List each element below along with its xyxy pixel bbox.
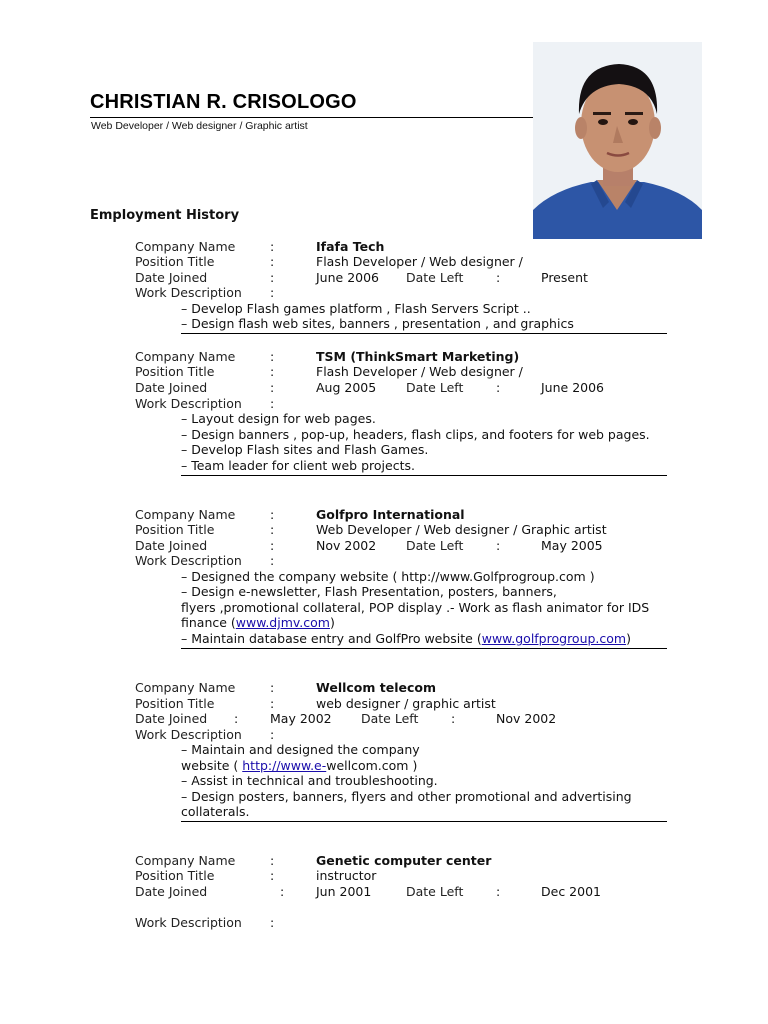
colon: : (270, 522, 275, 537)
resume-name: CHRISTIAN R. CRISOLOGO (90, 91, 357, 113)
colon: : (270, 507, 275, 522)
description-line: – Design posters, banners, flyers and other promotional and advertising (181, 789, 632, 804)
colon: : (234, 711, 239, 726)
work-description-label: Work Description (135, 285, 242, 300)
position-title-label: Position Title (135, 696, 215, 711)
position-title: web designer / graphic artist (316, 696, 496, 711)
website-prefix: website ( (181, 758, 243, 773)
description-line: – Design flash web sites, banners , presentation , and graphics (181, 316, 574, 331)
job-divider (181, 333, 667, 334)
position-title-label: Position Title (135, 254, 215, 269)
job-divider (181, 475, 667, 476)
company-name: Genetic computer center (316, 853, 492, 868)
colon: : (270, 696, 275, 711)
date-joined: May 2002 (270, 711, 332, 726)
date-joined: June 2006 (316, 270, 380, 285)
description-line (181, 758, 417, 773)
date-left: Dec 2001 (541, 884, 601, 899)
description-line: – Design banners , pop-up, headers, flash clips, and footers for web pages. (181, 427, 650, 442)
colon: : (270, 868, 275, 883)
colon: : (270, 364, 275, 379)
colon: : (270, 396, 275, 411)
work-description-label: Work Description (135, 396, 242, 411)
company-name-label: Company Name (135, 239, 236, 254)
golfprogroup-link[interactable]: www.golfprogroup.com (481, 631, 627, 646)
colon: : (270, 538, 275, 553)
position-title-label: Position Title (135, 868, 215, 883)
company-name: Ifafa Tech (316, 239, 385, 254)
description-line: – Assist in technical and troubleshooting. (181, 773, 438, 788)
position-title-label: Position Title (135, 364, 215, 379)
colon: : (270, 349, 275, 364)
date-left-label: Date Left (406, 538, 464, 553)
company-name-label: Company Name (135, 680, 236, 695)
date-joined: Jun 2001 (316, 884, 372, 899)
colon: : (270, 380, 275, 395)
company-name: Wellcom telecom (316, 680, 437, 695)
work-description-label: Work Description (135, 553, 242, 568)
colon: : (451, 711, 456, 726)
date-left: Nov 2002 (496, 711, 557, 726)
date-left-label: Date Left (361, 711, 419, 726)
description-line: collaterals. (181, 804, 250, 819)
date-joined-label: Date Joined (135, 538, 208, 553)
website-suffix: wellcom.com ) (326, 758, 418, 773)
colon: : (496, 270, 501, 285)
header-rule (90, 117, 533, 118)
company-name: TSM (ThinkSmart Marketing) (316, 349, 520, 364)
finance-prefix: finance ( (181, 615, 236, 630)
description-line: – Develop Flash sites and Flash Games. (181, 442, 429, 457)
company-name-label: Company Name (135, 507, 236, 522)
description-line (181, 615, 335, 630)
description-line: – Team leader for client web projects. (181, 458, 415, 473)
date-joined-label: Date Joined (135, 270, 208, 285)
colon: : (496, 884, 501, 899)
profile-photo (533, 42, 702, 239)
date-left-label: Date Left (406, 380, 464, 395)
djmv-link[interactable]: www.djmv.com (235, 615, 330, 630)
position-title: Web Developer / Web designer / Graphic artist (316, 522, 607, 537)
colon: : (270, 254, 275, 269)
date-joined-label: Date Joined (135, 380, 208, 395)
colon: : (496, 538, 501, 553)
date-left: May 2005 (541, 538, 603, 553)
portrait-image (533, 42, 702, 239)
description-line: – Design e-newsletter, Flash Presentation, posters, banners, (181, 584, 557, 599)
colon: : (270, 727, 275, 742)
position-title-label: Position Title (135, 522, 215, 537)
maintain-suffix: ) (626, 631, 631, 646)
work-description-label: Work Description (135, 727, 242, 742)
finance-suffix: ) (329, 615, 335, 630)
resume-subtitle: Web Developer / Web designer / Graphic artist (91, 120, 308, 132)
position-title: Flash Developer / Web designer / (316, 364, 523, 379)
date-joined-label: Date Joined (135, 711, 208, 726)
maintain-prefix: – Maintain database entry and GolfPro website ( (181, 631, 482, 646)
colon: : (270, 853, 275, 868)
date-joined: Aug 2005 (316, 380, 377, 395)
description-line: – Designed the company website ( http://www.Golfprogroup.com ) (181, 569, 595, 584)
colon: : (270, 285, 275, 300)
job-divider (181, 821, 667, 822)
company-name: Golfpro International (316, 507, 465, 522)
description-line: flyers ,promotional collateral, POP display .- Work as flash animator for IDS (181, 600, 650, 615)
work-description-label: Work Description (135, 915, 242, 930)
date-left: June 2006 (541, 380, 605, 395)
colon: : (270, 915, 275, 930)
date-joined: Nov 2002 (316, 538, 377, 553)
colon: : (270, 553, 275, 568)
colon: : (270, 680, 275, 695)
description-line (181, 631, 631, 646)
position-title: Flash Developer / Web designer / (316, 254, 523, 269)
position-title: instructor (316, 868, 377, 883)
description-line: – Develop Flash games platform , Flash Servers Script .. (181, 301, 531, 316)
date-joined-label: Date Joined (135, 884, 208, 899)
employment-history-heading: Employment History (90, 208, 240, 223)
ewellcom-link[interactable]: http://www.e- (242, 758, 327, 773)
description-line: – Maintain and designed the company (181, 742, 420, 757)
date-left-label: Date Left (406, 270, 464, 285)
job-divider (181, 648, 667, 649)
company-name-label: Company Name (135, 349, 236, 364)
colon: : (270, 239, 275, 254)
date-left: Present (541, 270, 588, 285)
date-left-label: Date Left (406, 884, 464, 899)
description-line: – Layout design for web pages. (181, 411, 376, 426)
colon: : (280, 884, 285, 899)
colon: : (496, 380, 501, 395)
company-name-label: Company Name (135, 853, 236, 868)
colon: : (270, 270, 275, 285)
